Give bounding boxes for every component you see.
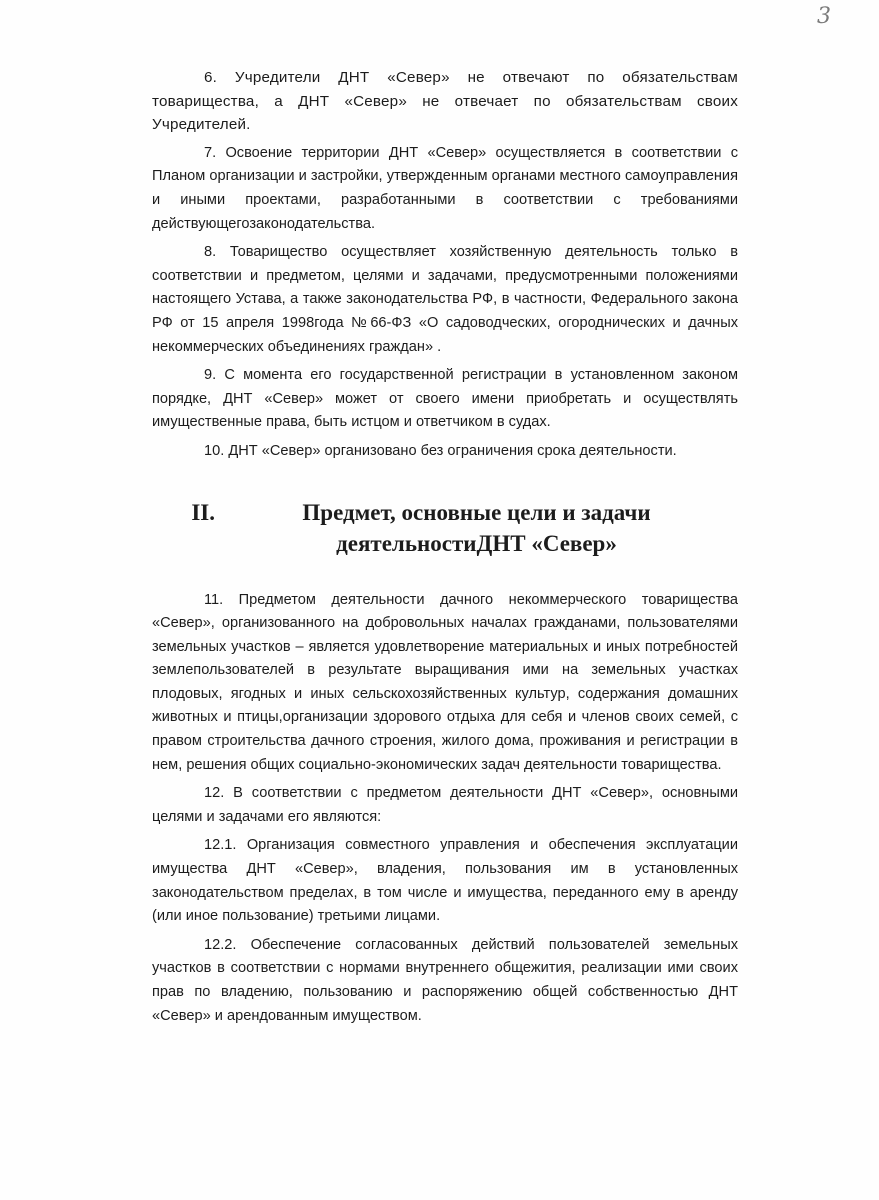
paragraph-9: 9. С момента его государственной регистрации в установленном законом порядке, ДНТ «Север» может от своего имени приобретать и осуществлять имущественные права, быть истцом и ответчиком в судах. (152, 367, 738, 431)
paragraph-12-1: 12.1. Организация совместного управления и обеспечения эксплуатации имущества ДНТ «Север», владения, пользования им в установленных законодательством пределах, в том числе и имущества, переданного ему в аренду (или иное пользование) третьими лицами. (152, 837, 738, 925)
paragraph-11: 11. Предметом деятельности дачного некоммерческого товарищества «Север», организованного на добровольных началах гражданами, пользователями земельных участков – является удовлетворение материальных и иных потребностей землепользователей в результате выращивания ими на земельных участках плодовых, ягодных и иных сельскохозяйственных культур, содержания домашних животных и птицы,организации здорового отдыха для себя и членов своих семей, с правом строительства дачного строения, жилого дома, проживания и регистрации в нем, решения общих социально-экономических задач деятельности товарищества. (152, 591, 738, 773)
section-number: II. (191, 499, 215, 525)
paragraph-10: 10. ДНТ «Север» организовано без ограничения срока деятельности. (204, 442, 677, 459)
paragraph-12-2: 12.2. Обеспечение согласованных действий пользователей земельных участков в соответствии с нормами внутреннего общежития, реализации ими своих прав по владению, пользованию и распоряжению общей собственностью ДНТ «Север» и арендованным имуществом. (152, 936, 738, 1024)
page-number: 3 (817, 4, 831, 29)
section-title: Предмет, основные цели и задачи деятельностиДНТ «Север» (302, 499, 651, 556)
paragraph-12: 12. В соответствии с предметом деятельности ДНТ «Север», основными целями и задачами его являются: (152, 785, 738, 825)
paragraph-8: 8. Товарищество осуществляет хозяйственную деятельность только в соответствии и предметом, целями и задачами, предусмотренными положениями настоящего Устава, а также законодательства РФ, в частности, Федерального закона РФ от 15 апреля 1998года №66-ФЗ «О садоводческих, огороднических и дачных некоммерческих объединениях граждан» . (152, 244, 738, 355)
section-heading (152, 497, 738, 559)
paragraph-7: 7. Освоение территории ДНТ «Север» осуществляется в соответствии с Планом организации и застройки, утвержденным органами местного самоуправления и иными проектами, разработанными в соответствии с требованиями действующегозаконодательства. (152, 144, 738, 232)
document-body (152, 66, 738, 1033)
paragraph-6: 6. Учредители ДНТ «Север» не отвечают по обязательствам товарищества, а ДНТ «Север» не отвечает по обязательствам своих Учредителей. (152, 69, 738, 134)
